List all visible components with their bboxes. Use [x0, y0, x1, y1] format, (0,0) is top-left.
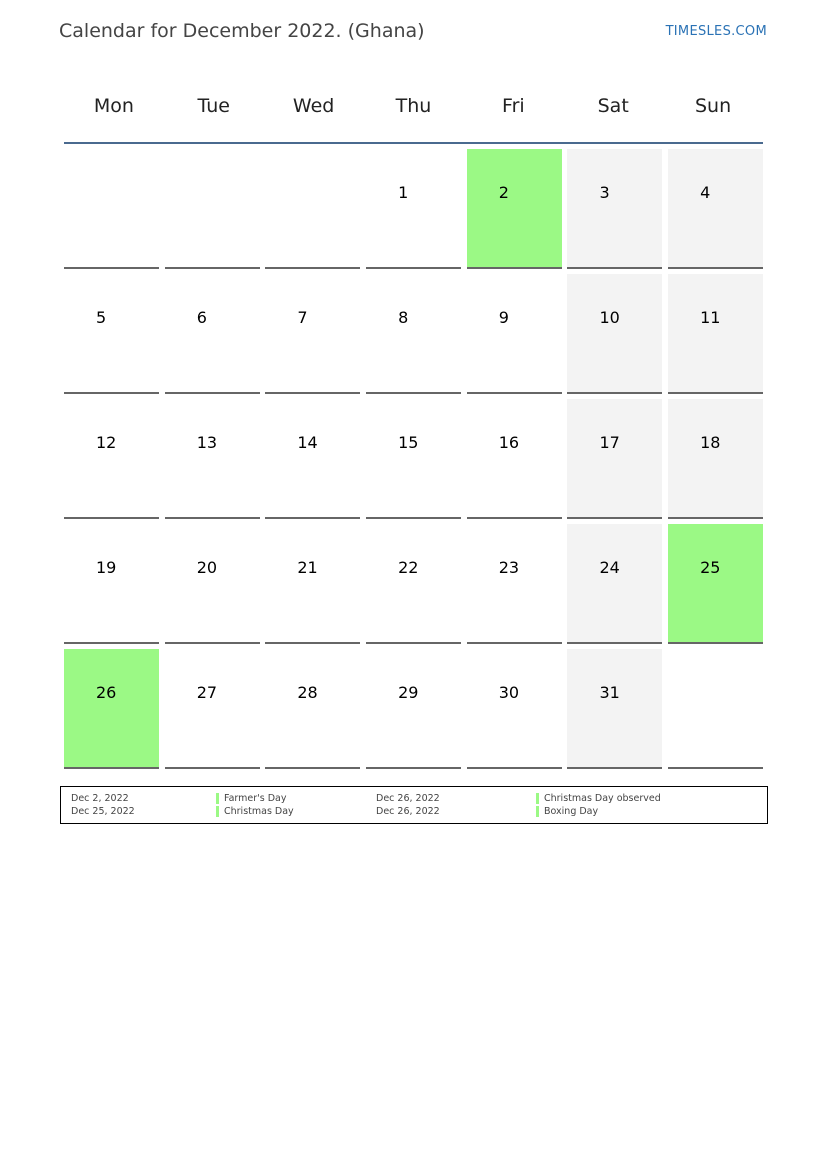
day-number: 3 [599, 183, 610, 202]
day-number: 11 [700, 308, 721, 327]
day-number: 22 [398, 558, 419, 577]
legend-holiday-name: Boxing Day [544, 806, 599, 817]
day-cell [265, 399, 360, 519]
legend-date: Dec 26, 2022 [376, 806, 440, 817]
day-cell [165, 399, 260, 519]
day-cell [567, 274, 662, 394]
day-number: 13 [196, 433, 218, 452]
day-cell [567, 149, 662, 269]
legend-date: Dec 25, 2022 [71, 806, 135, 817]
day-number: 30 [498, 683, 520, 702]
legend-color-bar [216, 806, 219, 817]
day-number: 5 [96, 308, 107, 327]
day-cell [668, 399, 763, 519]
day-cell [64, 399, 159, 519]
day-number: 26 [96, 683, 117, 702]
day-number: 8 [398, 308, 409, 327]
day-number: 1 [398, 183, 409, 202]
empty-day-cell [668, 649, 763, 769]
empty-day-cell [265, 149, 360, 269]
day-number: 21 [297, 558, 318, 577]
day-cell [366, 399, 461, 519]
weeks-container [64, 149, 763, 769]
day-number: 4 [700, 183, 711, 202]
legend-color-bar [216, 793, 219, 804]
day-cell [265, 649, 360, 769]
weekday-header: Sun [694, 95, 732, 117]
day-cell [165, 524, 260, 644]
day-number: 14 [297, 433, 318, 452]
day-number: 31 [599, 683, 620, 702]
day-cell [668, 149, 763, 269]
weekday-header: Fri [502, 95, 525, 117]
legend-color-bar [536, 806, 539, 817]
day-cell [64, 274, 159, 394]
holiday-day-cell [64, 649, 159, 769]
legend-date: Dec 26, 2022 [376, 793, 440, 804]
day-cell [165, 274, 260, 394]
holiday-legend [60, 786, 768, 824]
legend-holiday-name: Farmer's Day [224, 793, 287, 804]
day-number: 17 [599, 433, 620, 452]
day-number: 18 [700, 433, 721, 452]
day-number: 28 [297, 683, 318, 702]
day-cell [668, 274, 763, 394]
day-cell [467, 524, 562, 644]
weekday-header: Wed [292, 95, 335, 117]
week-row [64, 649, 763, 769]
day-cell [567, 524, 662, 644]
page-title: Calendar for December 2022. (Ghana) [59, 20, 425, 42]
day-number: 19 [96, 558, 117, 577]
legend-holiday-name: Christmas Day observed [544, 793, 661, 804]
day-number: 29 [398, 683, 419, 702]
day-number: 15 [398, 433, 419, 452]
day-cell [467, 649, 562, 769]
day-number: 10 [599, 308, 620, 327]
day-cell [265, 524, 360, 644]
day-number: 7 [297, 308, 308, 327]
day-number: 9 [498, 308, 509, 327]
day-number: 6 [196, 308, 207, 327]
week-row [64, 524, 763, 644]
day-number: 27 [196, 683, 218, 702]
day-number: 24 [599, 558, 620, 577]
day-number: 20 [196, 558, 218, 577]
day-cell [265, 274, 360, 394]
legend-holiday-name: Christmas Day [224, 806, 294, 817]
legend-date: Dec 2, 2022 [71, 793, 129, 804]
week-row [64, 149, 763, 269]
day-cell [165, 649, 260, 769]
day-cell [366, 149, 461, 269]
day-number: 16 [498, 433, 520, 452]
day-cell [467, 399, 562, 519]
holiday-day-cell [668, 524, 763, 644]
brand-link[interactable]: TIMESLES.COM [665, 24, 767, 39]
day-cell [567, 399, 662, 519]
legend-color-bar [536, 793, 539, 804]
holiday-day-cell [467, 149, 562, 269]
day-number: 23 [498, 558, 520, 577]
weekday-header-row [64, 70, 763, 144]
day-number: 12 [96, 433, 117, 452]
day-number: 25 [700, 558, 721, 577]
weekday-header: Mon [93, 95, 134, 117]
day-cell [64, 524, 159, 644]
weekday-header: Sat [597, 95, 629, 117]
day-cell [366, 524, 461, 644]
calendar-grid [64, 70, 763, 774]
day-cell [467, 274, 562, 394]
day-cell [366, 274, 461, 394]
weekday-header: Thu [395, 95, 432, 117]
week-row [64, 399, 763, 519]
day-number: 2 [498, 183, 509, 202]
week-row [64, 274, 763, 394]
weekday-header: Tue [197, 95, 230, 117]
empty-day-cell [64, 149, 159, 269]
empty-day-cell [165, 149, 260, 269]
day-cell [567, 649, 662, 769]
day-cell [366, 649, 461, 769]
